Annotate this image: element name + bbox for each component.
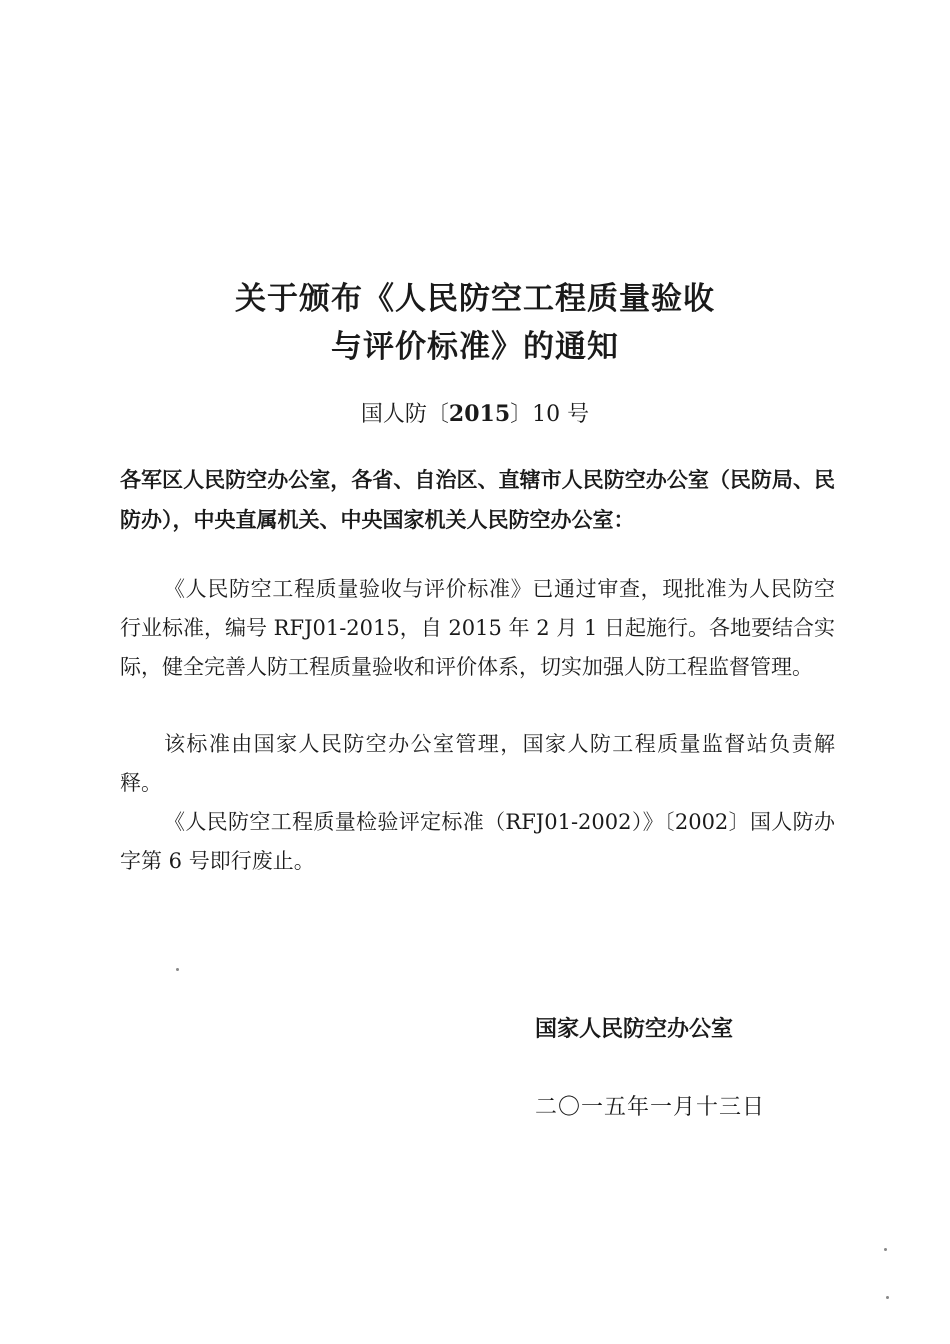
document-number-year: 2015 (448, 401, 511, 427)
body-paragraph: 《人民防空工程质量验收与评价标准》已通过审查，现批准为人民防空行业标准，编号 RFJ01-2015，自 2015 年 2 月 1 日起施行。各地要结合实际，健全完善人防工程质量验收和评价体系，切实加强人防工程监督管理。 (120, 577, 835, 679)
issue-date: 二〇一五年一月十三日 (535, 1095, 766, 1120)
document-number-suffix: 〕10 号 (510, 402, 590, 427)
document-number-prefix: 国人防〔 (360, 402, 449, 427)
document-number (0, 398, 950, 431)
body-paragraph: 该标准由国家人民防空办公室管理，国家人防工程质量监督站负责解释。 (120, 732, 835, 795)
body-paragraph-3-block (120, 803, 835, 881)
body-paragraph: 《人民防空工程质量检验评定标准（RFJ01-2002）》〔2002〕国人防办字第 6 号即行废止。 (120, 810, 835, 873)
scan-speck (176, 968, 179, 971)
scan-speck (884, 1248, 887, 1251)
document-title-line-2: 与评价标准》的通知 (331, 329, 619, 365)
body-paragraph-1-block (120, 570, 835, 687)
body-paragraph-2-block (120, 725, 835, 803)
scan-speck (886, 1296, 889, 1299)
signer: 国家人民防空办公室 (535, 1017, 734, 1042)
document-title-line-1: 关于颁布《人民防空工程质量验收 (235, 281, 715, 317)
addressee: 各军区人民防空办公室，各省、自治区、直辖市人民防空办公室（民防局、民防办），中央直属机关、中央国家机关人民防空办公室： (120, 468, 835, 532)
